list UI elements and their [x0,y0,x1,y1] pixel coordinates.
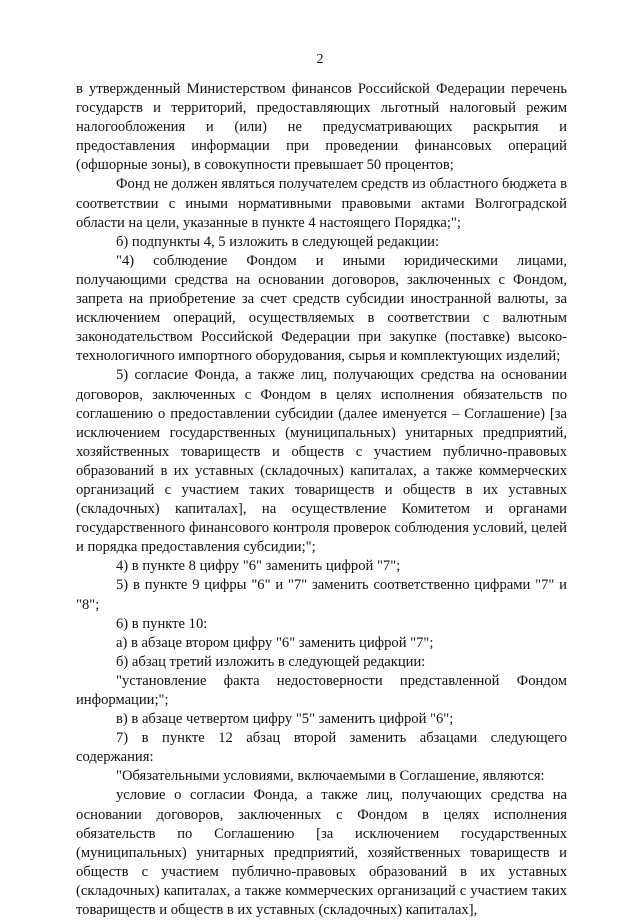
paragraph-consent-condition: условие о согласии Фонда, а также лиц, получающих средства на основании договоров, заключенных с Фондом в целях исполнения обязательств по Соглашению [за исключением государственных (муниципальных) унитарных предприятий, хозяйственных товариществ и обществ с участием публично-правовых образований в их уставных (складочных) капиталах, а также коммерческих организаций с участием таких товариществ и обществ в их уставных (складочных) капиталах], [76,787,567,919]
paragraph-point-8: 4) в пункте 8 цифру "6" заменить цифрой "7"; [116,558,401,575]
paragraph-point-10-b: б) абзац третий изложить в следующей редакции: [116,653,426,670]
paragraph-item-4-currency: "4) соблюдение Фондом и иными юридическими лицами, получающими средства на основании договоров, заключенных с Фондом, запрета на приобретение за счет средств субсидии иностранной валюты, за исключением операций, осуществляемых в соответствии с валютным законодательством Российской Федерации при закупке (поставке) высокотехнологичного импортного оборудования, сырья и комплектующих изделий; [76,252,567,365]
paragraph-point-10-a: а) в абзаце втором цифру "6" заменить цифрой "7"; [116,634,434,651]
document-body [76,80,567,920]
page-number: 2 [316,52,324,67]
paragraph-item-5-consent: 5) согласие Фонда, а также лиц, получающих средства на основании договоров, заключенных с Фондом в целях исполнения обязательств по соглашению о предоставлении субсидии (далее именуется – Соглашение) [за исключением государственных (муниципальных) унитарных предприятий, хозяйственных товариществ и обществ с участием публично-правовых образований в их уставных (складочных) капиталах, а также коммерческих организаций с участием таких товариществ и обществ в их уставных (складочных) капиталах], на осуществление Комитетом и органами государственного финансового контроля проверок соблюдения условий, целей и порядка предоставления субсидии;"; [76,367,567,556]
paragraph-point-9: 5) в пункте 9 цифры "6" и "7" заменить соответственно цифрами "7" и "8"; [76,577,567,613]
paragraph-mandatory-conditions: "Обязательными условиями, включаемыми в Соглашение, являются: [116,768,545,785]
paragraph-offshore-continuation: в утвержденный Министерством финансов Российской Федерации перечень государств и территорий, предоставляющих льготный налоговый режим налогообложения и (или) не предусматривающих раскрытия и предоставления информации при проведении финансовых операций (офшорные зоны), в совокупности превышает 50 процентов; [76,81,567,174]
paragraph-fund-not-recipient: Фонд не должен являться получателем средств из областного бюджета в соответствии с иными нормативными правовыми актами Волгоградской области на цели, указанные в пункте 4 настоящего Порядка;"; [76,176,567,231]
paragraph-point-10: 6) в пункте 10: [116,615,208,632]
paragraph-subitems-4-5: б) подпункты 4, 5 изложить в следующей редакции: [116,233,440,250]
paragraph-point-10-b-text: "установление факта недостоверности представленной Фондом информации;"; [76,672,567,708]
paragraph-point-10-v: в) в абзаце четвертом цифру "5" заменить цифрой "6"; [116,711,454,728]
paragraph-point-12: 7) в пункте 12 абзац второй заменить абзацами следующего содержания: [76,730,567,766]
